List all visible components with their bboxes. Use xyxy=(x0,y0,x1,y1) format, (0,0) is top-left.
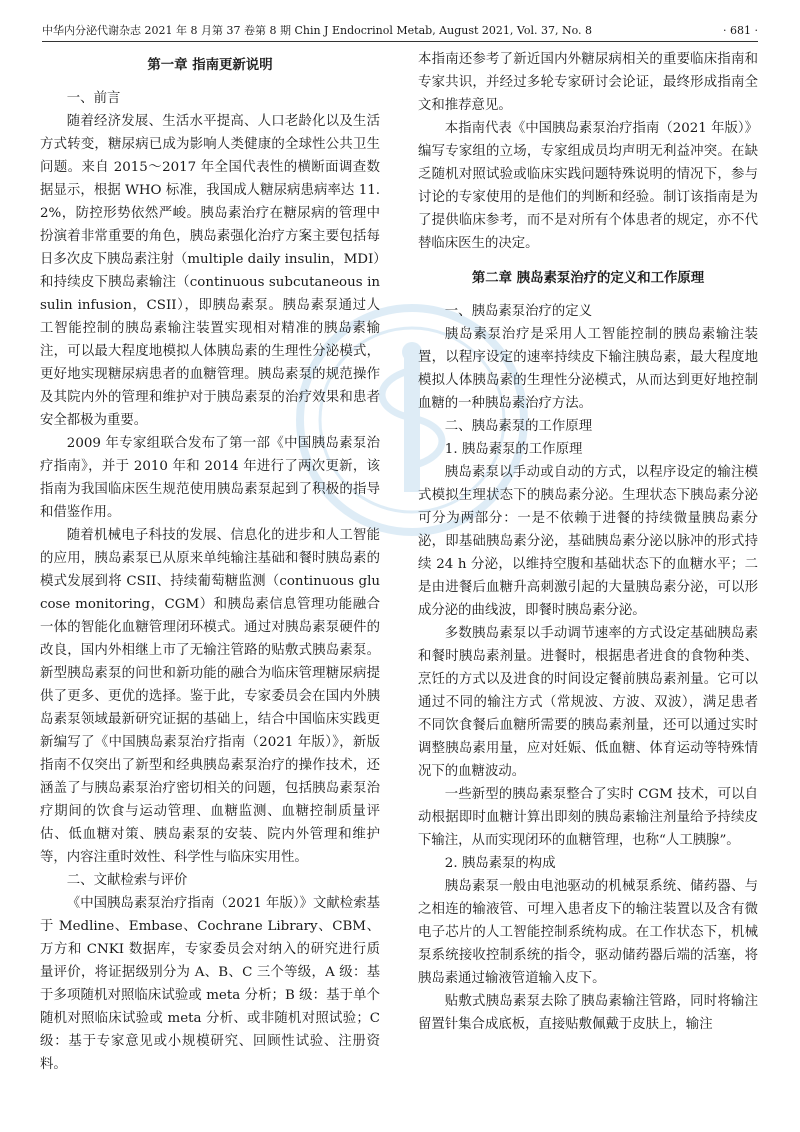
paragraph: 多数胰岛素泵以手动调节速率的方式设定基础胰岛素和餐时胰岛素剂量。进餐时，根据患者进食的食物种类、烹饪的方式以及进食的时间设定餐前胰岛素剂量。它可以通过不同的输注方式（常规波、方波、双波），满足患者不同饮食餐后血糖所需要的胰岛素剂量，还可以通过实时调整胰岛素用量，应对妊娠、低血糖、体育运动等特殊情况下的血糖波动。 xyxy=(418,626,758,779)
section-definition-title: 一、胰岛素泵治疗的定义 xyxy=(444,304,593,319)
paragraph: 本指南还参考了新近国内外糖尿病相关的重要临床指南和专家共识，并经过多轮专家研讨会论证，最终形成指南全文和推荐意见。 xyxy=(418,52,758,113)
header-rule xyxy=(42,41,758,42)
section-preface-title: 一、前言 xyxy=(66,91,121,106)
paragraph: 贴敷式胰岛素泵去除了胰岛素输注管路，同时将输注留置针集合成底板，直接贴敷佩戴于皮肤上，输注 xyxy=(418,994,758,1032)
paragraph: 本指南代表《中国胰岛素泵治疗指南（2021 年版）》编写专家组的立场，专家组成员均声明无利益冲突。在缺乏随机对照试验或临床实践问题特殊说明的情况下，参与讨论的专家使用的是他们的判断和经验。制订该指南是为了提供临床参考，而不是对所有个体患者的规定，亦不代替临床医生的决定。 xyxy=(418,121,758,251)
paragraph: 《中国胰岛素泵治疗指南（2021 年版）》文献检索基于 Medline、Embase、Cochrane Library、CBM、万方和 CNKI 数据库，专家委员会对纳入的研究进行质量评价，将证据级别分为 A、B、C 三个等级，A 级：基于多项随机对照临床试验或 meta 分析；B 级：基于单个随机对照临床试验或 meta 分析、或非随机对照试验；C 级：基于专家意见或小规模研究、回顾性试验、注册资料。 xyxy=(40,896,380,1072)
paragraph: 胰岛素泵治疗是采用人工智能控制的胰岛素输注装置，以程序设定的速率持续皮下输注胰岛素，最大程度地模拟人体胰岛素的生理性分泌模式，从而达到更好地控制血糖的一种胰岛素治疗方法。 xyxy=(418,327,758,411)
chapter-2-title: 第二章 胰岛素泵治疗的定义和工作原理 xyxy=(471,270,705,286)
paragraph: 胰岛素泵一般由电池驱动的机械泵系统、储药器、与之相连的输液管、可埋入患者皮下的输注装置以及含有微电子芯片的人工智能控制系统构成。在工作状态下，机械泵系统接收控制系统的指令，驱动储药器后端的活塞，将胰岛素通过输液管道输入皮下。 xyxy=(418,879,758,986)
paragraph: 2009 年专家组联合发布了第一部《中国胰岛素泵治疗指南》，并于 2010 年和 2014 年进行了两次更新，该指南为我国临床医生规范使用胰岛素泵起到了积极的指导和借鉴作用。 xyxy=(40,436,380,520)
section-literature-title: 二、文献检索与评价 xyxy=(66,873,188,888)
page-number: · 681 · xyxy=(723,24,758,37)
subsection-composition-title: 2. 胰岛素泵的构成 xyxy=(444,856,556,871)
journal-citation: 中华内分泌代谢杂志 2021 年 8 月第 37 卷第 8 期 Chin J Endocrinol Metab, August 2021, Vol. 37, No. 8 xyxy=(42,24,592,37)
paragraph: 随着机械电子科技的发展、信息化的进步和人工智能的应用，胰岛素泵已从原来单纯输注基础和餐时胰岛素的模式发展到将 CSII、持续葡萄糖监测（continuous glucose monitoring，CGM）和胰岛素信息管理功能融合一体的智能化血糖管理闭环模式。通过对胰岛素泵硬件的改良，国内外相继上市了无输注管路的贴敷式胰岛素泵。新型胰岛素泵的问世和新功能的融合为临床管理糖尿病提供了更多、更优的选择。鉴于此，专家委员会在国内外胰岛素泵领域最新研究证据的基础上，结合中国临床实践更新编写了《中国胰岛素泵治疗指南（2021 年版）》，新版指南不仅突出了新型和经典胰岛素泵治疗的操作技术，还涵盖了与胰岛素泵治疗密切相关的问题，包括胰岛素泵治疗期间的饮食与运动管理、血糖监测、血糖控制质量评估、低血糖对策、胰岛素泵的安装、院内外管理和维护等，内容注重时效性、科学性与临床实用性。 xyxy=(40,528,380,865)
right-column xyxy=(418,48,758,1036)
paragraph: 胰岛素泵以手动或自动的方式，以程序设定的输注模式模拟生理状态下的胰岛素分泌。生理状态下胰岛素分泌可分为两部分：一是不依赖于进餐的持续微量胰岛素分泌，即基础胰岛素分泌，基础胰岛素分泌以脉冲的形式持续 24 h 分泌，以维持空腹和基础状态下的血糖水平；二是由进餐后血糖升高刺激引起的大量胰岛素分泌，可以形成分泌的曲线波，即餐时胰岛素分泌。 xyxy=(418,465,758,618)
chapter-1-title: 第一章 指南更新说明 xyxy=(147,57,273,73)
paragraph: 一些新型的胰岛素泵整合了实时 CGM 技术，可以自动根据即时血糖计算出即刻的胰岛素输注剂量给予持续皮下输注，从而实现闭环的血糖管理，也称“人工胰腺”。 xyxy=(418,787,758,848)
running-header xyxy=(42,22,758,40)
section-principle-title: 二、胰岛素泵的工作原理 xyxy=(444,419,593,434)
left-column xyxy=(40,48,380,1076)
subsection-principle-title: 1. 胰岛素泵的工作原理 xyxy=(444,442,583,457)
paragraph: 随着经济发展、生活水平提高、人口老龄化以及生活方式转变，糖尿病已成为影响人类健康的全球性公共卫生问题。来自 2015～2017 年全国代表性的横断面调查数据显示，根据 WHO 标准，我国成人糖尿病患病率达 11.2%，防控形势依然严峻。胰岛素治疗在糖尿病的管理中扮演着非常重要的角色，胰岛素强化治疗方案主要包括每日多次皮下胰岛素注射（multiple daily insulin，MDI）和持续皮下胰岛素输注（continuous subcutaneous insulin infusion，CSII），即胰岛素泵。胰岛素泵通过人工智能控制的胰岛素输注装置实现相对精准的胰岛素输注，可以最大程度地模拟人体胰岛素的生理性分泌模式，更好地实现糖尿病患者的血糖管理。胰岛素泵的规范操作及其院内外的管理和维护对于胰岛素泵的治疗效果和患者安全都极为重要。 xyxy=(40,114,380,428)
